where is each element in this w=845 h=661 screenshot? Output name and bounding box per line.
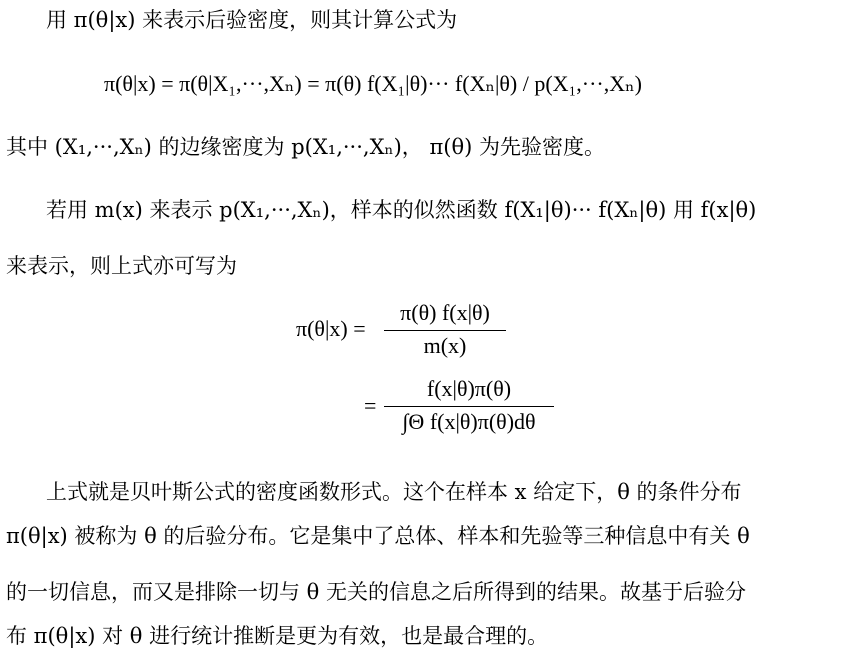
fraction-bar: [384, 406, 554, 407]
fraction-bar: [384, 330, 506, 331]
paragraph-conclusion-line1: 上式就是贝叶斯公式的密度函数形式。这个在样本 x 给定下，θ 的条件分布: [46, 480, 742, 504]
equation-lhs: π(θ|x) =: [296, 316, 366, 341]
paragraph-likelihood-line2: 来表示，则上式亦可写为: [6, 254, 237, 278]
fraction-first: [384, 300, 506, 359]
fraction-second: [384, 376, 554, 435]
fraction-first-denominator: m(x): [423, 333, 467, 358]
fraction-first-numerator: π(θ) f(x|θ): [400, 300, 490, 325]
fraction-second-denominator: ∫Θ f(x|θ)π(θ)dθ: [402, 409, 536, 434]
paragraph-conclusion-line2: π(θ|x) 被称为 θ 的后验分布。它是集中了总体、样本和先验等三种信息中有关 θ: [6, 524, 750, 548]
paragraph-marginal-density: 其中 (X₁,···,Xₙ) 的边缘密度为 p(X₁,···,Xₙ)， π(θ) 为先验密度。: [6, 135, 605, 159]
paragraph-conclusion-line4: 布 π(θ|x) 对 θ 进行统计推断是更为有效，也是最合理的。: [6, 624, 549, 648]
equation-posterior-density: π(θ|x) = π(θ|X₁,···,Xₙ) = π(θ) f(X₁|θ)··· f(Xₙ|θ) / p(X₁,···,Xₙ): [104, 71, 642, 96]
paragraph-likelihood-line1: 若用 m(x) 来表示 p(X₁,···,Xₙ)，样本的似然函数 f(X₁|θ)··· f(Xₙ|θ) 用 f(x|θ): [46, 198, 757, 222]
paragraph-intro: 用 π(θ|x) 来表示后验密度，则其计算公式为: [46, 8, 458, 32]
equation-equals-sign: =: [364, 393, 377, 418]
paragraph-conclusion-line3: 的一切信息，而又是排除一切与 θ 无关的信息之后所得到的结果。故基于后验分: [6, 580, 746, 604]
fraction-second-numerator: f(x|θ)π(θ): [426, 376, 512, 401]
